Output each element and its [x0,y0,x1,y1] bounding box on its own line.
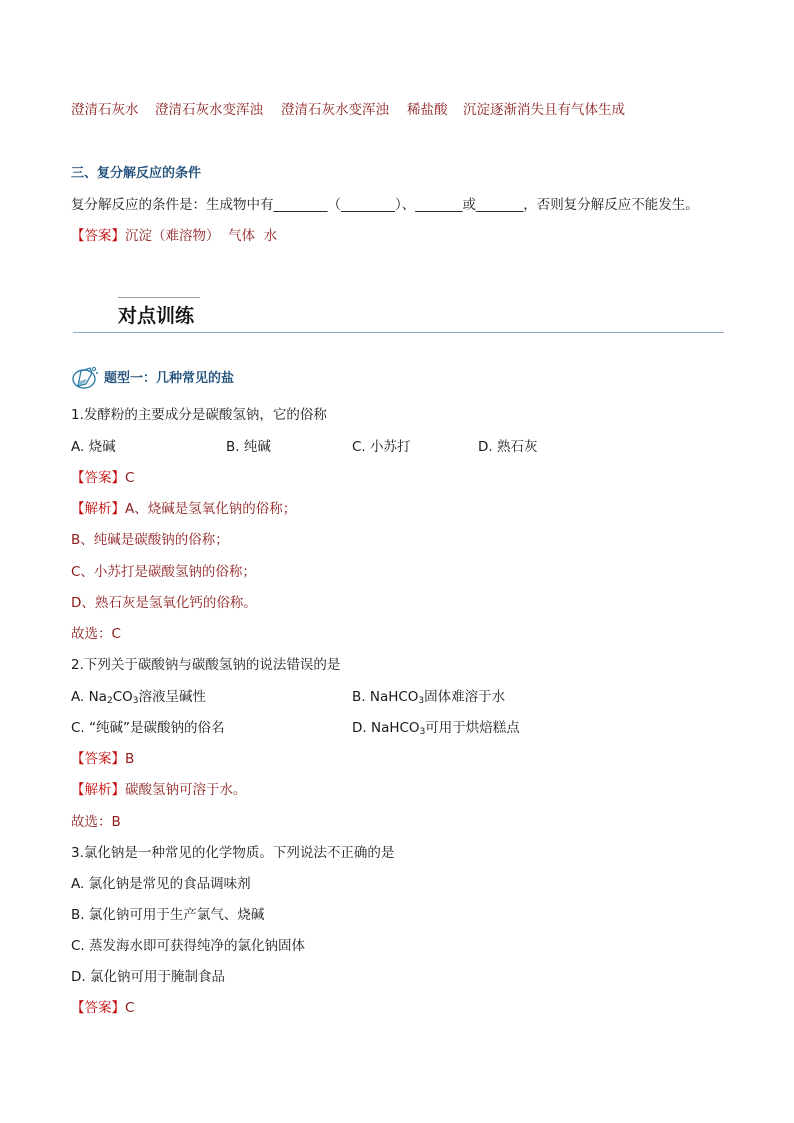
q3-stem: 3.氯化钠是一种常见的化学物质。下列说法不正确的是 [71,845,395,861]
answer-value: C [125,1000,135,1016]
analysis-line: C、小苏打是碳酸氢钠的俗称； [71,564,256,580]
q3-option-a: A. 氯化钠是常见的食品调味剂 [71,876,251,892]
answer-bracket: 【答案】 [71,228,125,244]
question-text: 复分解反应的条件是：生成物中有________（________）、_______或_______，否则复分解反应不能发生。 [71,197,699,213]
q2-analysis [71,781,247,799]
answer-bracket: 【答案】 [71,470,125,486]
answer-value: C [125,470,135,486]
type-heading: 题型一：几种常见的盐 [104,371,235,386]
answer-bracket: 【答案】 [71,1000,125,1016]
answer-bracket: 【答案】 [71,751,125,767]
section-divider [73,332,724,333]
q2-stem: 2.下列关于碳酸钠与碳酸氢钠的说法错误的是 [71,657,341,673]
q2-option-b: B. NaHCO$_3$固体难溶于水 [352,689,506,706]
q3-option-b: B. 氯化钠可用于生产氯气、烧碱 [71,907,265,923]
analysis-line: 碳酸氢钠可溶于水。 [125,782,247,798]
q3-option-c: C. 蒸发海水即可获得纯净的氯化钠固体 [71,938,306,954]
q2-choice: 故选：B [71,814,121,830]
q1-option-d: D. 熟石灰 [478,439,538,455]
flask-icon [72,364,100,390]
answer-text: 沉淀（难溶物） 气体 水 [125,228,278,244]
section-title: 对点训练 [118,305,195,327]
title-top-rule [118,297,200,298]
analysis-bracket: 【解析】 [71,501,125,517]
section-heading: 三、复分解反应的条件 [71,166,202,181]
analysis-bracket: 【解析】 [71,782,125,798]
analysis-line: B、纯碱是碳酸钠的俗称； [71,532,229,548]
top-answer-4: 稀盐酸 [407,102,448,118]
q1-analysis [71,500,296,518]
q1-choice: 故选：C [71,626,121,642]
top-answer-1: 澄清石灰水 [71,102,139,118]
analysis-line: D、熟石灰是氢氧化钙的俗称。 [71,595,257,611]
top-answer-5: 沉淀逐渐消失且有气体生成 [463,102,625,118]
q1-option-a: A. 烧碱 [71,439,116,455]
q1-answer [71,469,134,487]
top-answer-2: 澄清石灰水变浑浊 [155,102,263,118]
q2-option-d: D. NaHCO$_3$可用于烘焙糕点 [352,720,520,737]
answer-value: B [125,751,135,767]
analysis-line: A、烧碱是氢氧化钠的俗称； [125,501,297,517]
q1-option-c: C. 小苏打 [352,439,411,455]
q1-option-b: B. 纯碱 [226,439,271,455]
q2-option-c: C. “纯碱”是碳酸钠的俗名 [71,720,225,736]
top-answer-3: 澄清石灰水变浑浊 [281,102,389,118]
answer-line [71,227,277,245]
q3-answer [71,999,134,1017]
q2-option-a: A. $Na_2CO_3$溶液呈碱性 [71,689,206,706]
q3-option-d: D. 氯化钠可用于腌制食品 [71,969,225,985]
q1-stem: 1.发酵粉的主要成分是碳酸氢钠，它的俗称 [71,407,327,423]
q2-answer [71,750,134,768]
